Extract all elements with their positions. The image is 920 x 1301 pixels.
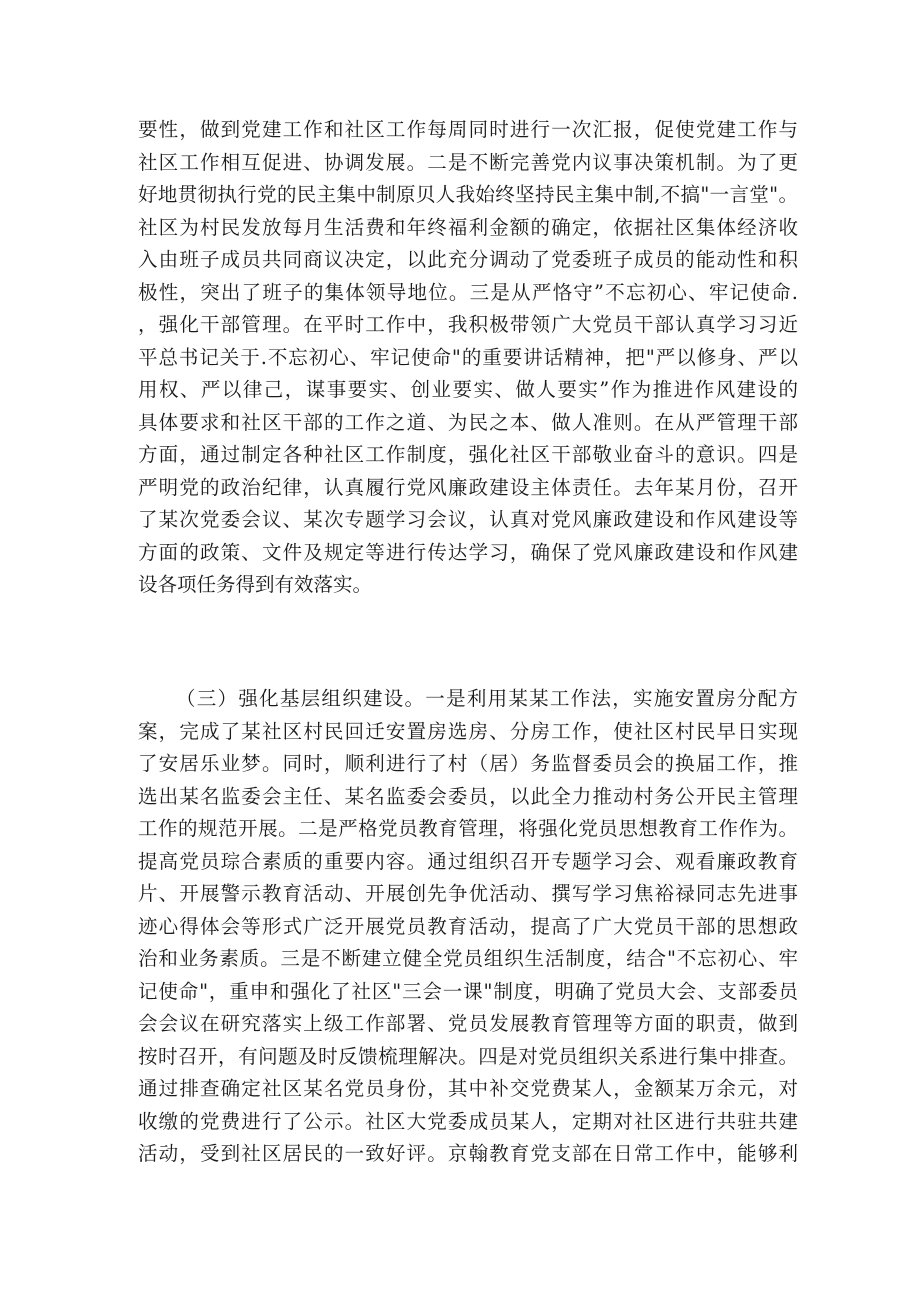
- text-line: 社区为村民发放每月生活费和年终福利金额的确定，依据社区集体经济收: [138, 215, 798, 239]
- text-line: 通过排查确定社区某名党员身份，其中补交党费某人，金额某万余元，对: [138, 1077, 798, 1100]
- text-line: 社区工作相互促进、协调发展。二是不断完善党内议事决策机制。为了更: [138, 150, 798, 174]
- text-line: 严明党的政治纪律，认真履行党风廉政建设主体责任。去年某月份，召开: [138, 475, 798, 499]
- text-line: 案，完成了某社区村民回迁安置房选房、分房工作，使社区村民早日实现: [138, 719, 798, 743]
- text-line: 要性，做到党建工作和社区工作每周同时进行一次汇报，促使党建工作与: [138, 118, 798, 141]
- text-line: 方面，通过制定各种社区工作制度，强化社区干部敬业奋斗的意识。四是: [138, 443, 798, 466]
- text-line: 选出某名监委会主任、某名监委会委员，以此全力推动村务公开民主管理: [138, 784, 798, 808]
- text-line: 好地贯彻执行党的民主集中制原贝人我始终坚持民主集中制,不搞"一言堂"。: [138, 183, 798, 206]
- text-line: 活动，受到社区居民的一致好评。京翰教育党支部在日常工作中，能够利: [138, 1142, 798, 1165]
- text-line: 会会议在研究落实上级工作部署、党员发展教育管理等方面的职责，做到: [138, 1012, 798, 1035]
- text-line: 平总书记关于.不忘初心、牢记使命"的重要讲话精神，把"严以修身、严以: [138, 345, 798, 369]
- text-line: 按时召开，有问题及时反馈梳理解决。四是对党员组织关系进行集中排查。: [138, 1044, 798, 1068]
- text-line: 用权、严以律己，谋事要实、创业要实、做人要实”作为推进作风建设的: [138, 378, 798, 401]
- text-line: 治和业务素质。三是不断建立健全党员组织生活制度，结合"不忘初心、牢: [138, 947, 798, 970]
- text-line: 片、开展警示教育活动、开展创先争优活动、撰写学习焦裕禄同志先进事: [138, 882, 798, 905]
- text-line: 提高党员琮合素质的重要内容。通过组织召开专题学习会、观看廉政教育: [138, 849, 798, 873]
- section-heading-line: （三）强化基层组织建设。一是利用某某工作法，实施安置房分配方: [176, 687, 798, 710]
- text-line: 收缴的党费进行了公示。社区大党委成员某人，定期对社区进行共驻共建: [138, 1109, 798, 1133]
- text-line: 极性，突出了班子的集体领导地位。三是从严恪守”不忘初心、牢记使命.: [138, 280, 798, 304]
- paragraph-grassroots-organization: [138, 683, 798, 1171]
- text-line: 了安居乐业梦。同时，顺利进行了村（居）务监督委员会的换届工作，推: [138, 752, 798, 775]
- text-line: 工作的规范开展。二是严格党员教育管理，将强化党员思想教育工作作为。: [138, 817, 798, 840]
- text-line: 具体要求和社区干部的工作之道、为民之本、做人准则。在从严管理干部: [138, 410, 798, 434]
- text-line: 入由班子成员共同商议决定，以此充分调动了党委班子成员的能动性和积: [138, 248, 798, 271]
- text-line: 记使命"，重申和强化了社区"三会一课"制度，明确了党员大会、支部委员: [138, 979, 798, 1003]
- text-line: 设各项任务得到有效落实。: [138, 573, 373, 596]
- text-line: ，强化干部管理。在平时工作中，我积极带领广大党员干部认真学习习近: [138, 313, 798, 336]
- paragraph-party-building: [138, 114, 798, 602]
- text-line: 了某次党委会议、某次专题学习会议，认真对党风廉政建设和作风建设等: [138, 508, 798, 531]
- text-line: 迹心得体会等形式广泛开展党员教育活动，提高了广大党员干部的思想政: [138, 914, 798, 938]
- text-line: 方面的政策、文件及规定等进行传达学习，确保了党风廉政建设和作风建: [138, 540, 798, 564]
